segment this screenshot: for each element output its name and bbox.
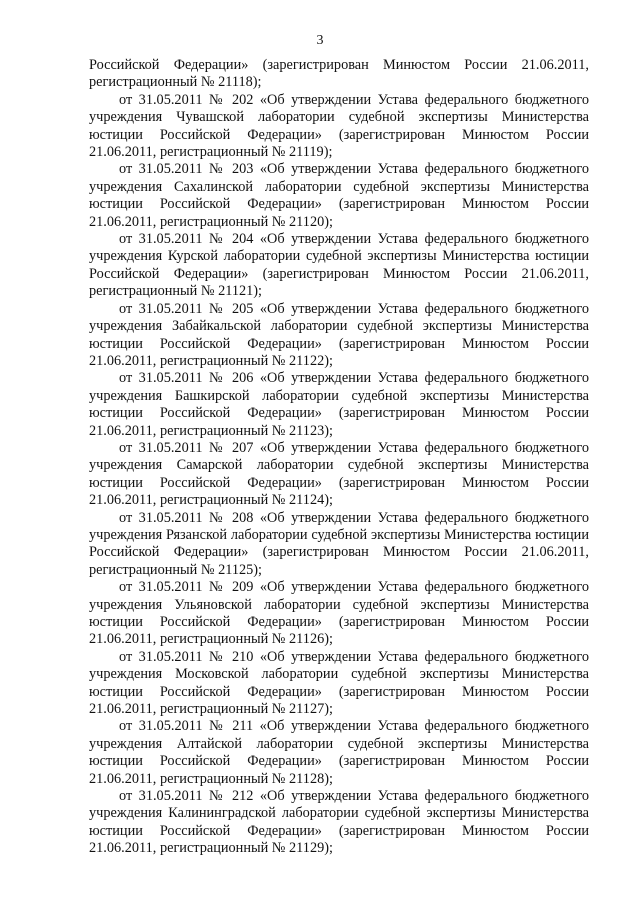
document-body (89, 57, 589, 858)
paragraph-order-206: от 31.05.2011 № 206 «Об утверждении Устава федерального бюджетного учреждения Башкирской лаборатории судебной экспертизы Министерства юстиции Российской Федерации» (зарегистрирован Минюстом России 21.06.2011, регистрационный № 21123); (89, 370, 589, 439)
paragraph-order-205: от 31.05.2011 № 205 «Об утверждении Устава федерального бюджетного учреждения Забайкальской лаборатории судебной экспертизы Министерства юстиции Российской Федерации» (зарегистрирован Минюстом России 21.06.2011, регистрационный № 21122); (89, 300, 589, 369)
paragraph-order-210: от 31.05.2011 № 210 «Об утверждении Устава федерального бюджетного учреждения Московской лаборатории судебной экспертизы Министерства юстиции Российской Федерации» (зарегистрирован Минюстом России 21.06.2011, регистрационный № 21127); (89, 648, 589, 718)
paragraph-order-204: от 31.05.2011 № 204 «Об утверждении Устава федерального бюджетного учреждения Курской лаборатории судебной экспертизы Министерства юстиции Российской Федерации» (зарегистрирован Минюстом России 21.06.2011, регистрационный № 21121); (89, 231, 589, 300)
paragraph-order-208: от 31.05.2011 № 208 «Об утверждении Устава федерального бюджетного учреждения Рязанской лаборатории судебной экспертизы Министерства юстиции Российской Федерации» (зарегистрирован Минюстом России 21.06.2011, регистрационный № 21125); (89, 509, 589, 578)
page-number: 3 (316, 33, 324, 48)
paragraph-continuation: Российской Федерации» (зарегистрирован Минюстом России 21.06.2011, регистрационный № 21118); (89, 57, 589, 91)
paragraph-order-209: от 31.05.2011 № 209 «Об утверждении Устава федерального бюджетного учреждения Ульяновской лаборатории судебной экспертизы Министерства юстиции Российской Федерации» (зарегистрирован Минюстом России 21.06.2011, регистрационный № 21126); (89, 579, 589, 648)
paragraph-order-212: от 31.05.2011 № 212 «Об утверждении Устава федерального бюджетного учреждения Калининградской лаборатории судебной экспертизы Министерства юстиции Российской Федерации» (зарегистрирован Минюстом России 21.06.2011, регистрационный № 21129); (89, 788, 589, 857)
paragraph-order-202: от 31.05.2011 № 202 «Об утверждении Устава федерального бюджетного учреждения Чувашской лаборатории судебной экспертизы Министерства юстиции Российской Федерации» (зарегистрирован Минюстом России 21.06.2011, регистрационный № 21119); (89, 91, 589, 161)
paragraph-order-203: от 31.05.2011 № 203 «Об утверждении Устава федерального бюджетного учреждения Сахалинской лаборатории судебной экспертизы Министерства юстиции Российской Федерации» (зарегистрирован Минюстом России 21.06.2011, регистрационный № 21120); (89, 161, 589, 230)
paragraph-order-207: от 31.05.2011 № 207 «Об утверждении Устава федерального бюджетного учреждения Самарской лаборатории судебной экспертизы Министерства юстиции Российской Федерации» (зарегистрирован Минюстом России 21.06.2011, регистрационный № 21124); (89, 439, 589, 509)
paragraph-order-211: от 31.05.2011 № 211 «Об утверждении Устава федерального бюджетного учреждения Алтайской лаборатории судебной экспертизы Министерства юстиции Российской Федерации» (зарегистрирован Минюстом России 21.06.2011, регистрационный № 21128); (89, 718, 589, 787)
